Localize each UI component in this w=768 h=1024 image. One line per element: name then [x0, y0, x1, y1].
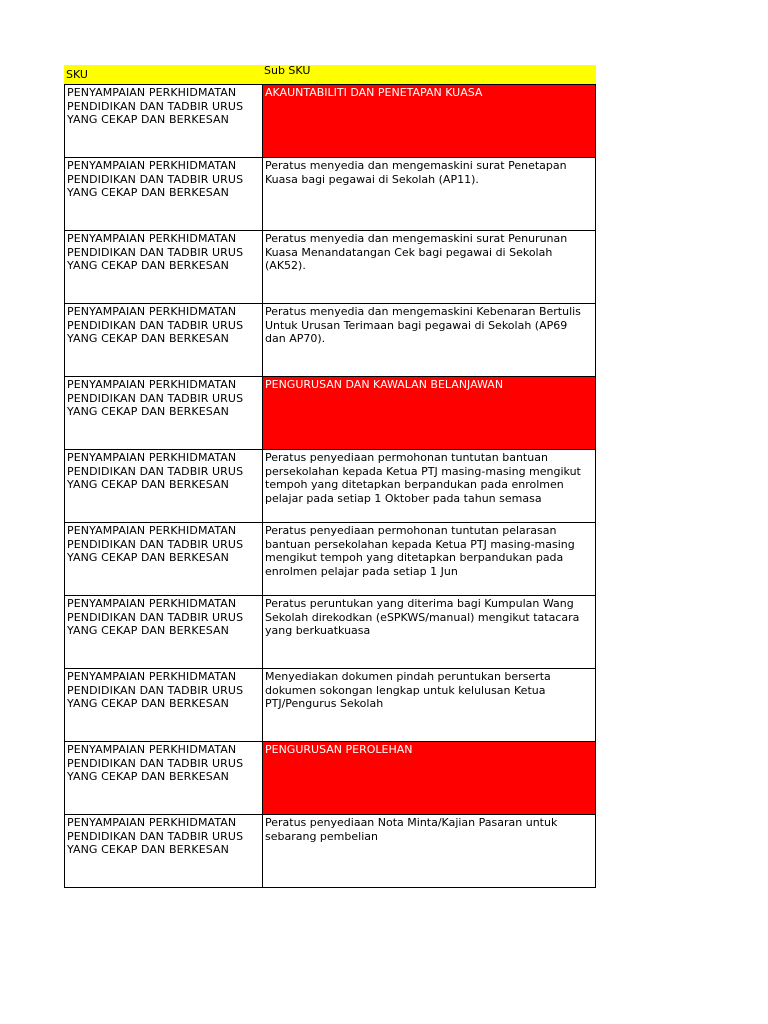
- sub-sku-cell[interactable]: Peratus penyediaan permohonan tuntutan bantuan persekolahan kepada Ketua PTJ masing-masing mengikut tempoh yang ditetapkan berpandukan pada enrolmen pelajar pada setiap 1 Oktober pada tahun semasa: [263, 450, 596, 522]
- sku-cell[interactable]: PENYAMPAIAN PERKHIDMATAN PENDIDIKAN DAN TADBIR URUS YANG CEKAP DAN BERKESAN: [65, 596, 263, 668]
- sku-cell[interactable]: PENYAMPAIAN PERKHIDMATAN PENDIDIKAN DAN TADBIR URUS YANG CEKAP DAN BERKESAN: [65, 669, 263, 741]
- sku-cell[interactable]: PENYAMPAIAN PERKHIDMATAN PENDIDIKAN DAN TADBIR URUS YANG CEKAP DAN BERKESAN: [65, 377, 263, 449]
- header-sub-sku[interactable]: Sub SKU: [264, 64, 311, 77]
- table-row: [65, 523, 596, 596]
- section-row: [65, 742, 596, 815]
- sub-sku-cell[interactable]: Peratus peruntukan yang diterima bagi Kumpulan Wang Sekolah direkodkan (eSPKWS/manual) mengikut tatacara yang berkuatkuasa: [263, 596, 596, 668]
- sku-cell[interactable]: PENYAMPAIAN PERKHIDMATAN PENDIDIKAN DAN TADBIR URUS YANG CEKAP DAN BERKESAN: [65, 815, 263, 887]
- sub-sku-cell[interactable]: Menyediakan dokumen pindah peruntukan berserta dokumen sokongan lengkap untuk kelulusan Ketua PTJ/Pengurus Sekolah: [263, 669, 596, 741]
- header-row: [64, 65, 596, 84]
- section-row: [65, 85, 596, 158]
- table-body: [64, 84, 596, 888]
- section-heading-cell[interactable]: AKAUNTABILITI DAN PENETAPAN KUASA: [263, 85, 596, 157]
- sub-sku-cell[interactable]: Peratus penyediaan Nota Minta/Kajian Pasaran untuk sebarang pembelian: [263, 815, 596, 887]
- section-row: [65, 377, 596, 450]
- sub-sku-cell[interactable]: Peratus penyediaan permohonan tuntutan pelarasan bantuan persekolahan kepada Ketua PTJ masing-masing mengikut tempoh yang ditetapkan berpandukan pada enrolmen pelajar pada setiap 1 Jun: [263, 523, 596, 595]
- section-heading-cell[interactable]: PENGURUSAN DAN KAWALAN BELANJAWAN: [263, 377, 596, 449]
- sub-sku-cell[interactable]: Peratus menyedia dan mengemaskini surat Penetapan Kuasa bagi pegawai di Sekolah (AP11).: [263, 158, 596, 230]
- sku-cell[interactable]: PENYAMPAIAN PERKHIDMATAN PENDIDIKAN DAN TADBIR URUS YANG CEKAP DAN BERKESAN: [65, 85, 263, 157]
- section-heading-cell[interactable]: PENGURUSAN PEROLEHAN: [263, 742, 596, 814]
- sku-cell[interactable]: PENYAMPAIAN PERKHIDMATAN PENDIDIKAN DAN TADBIR URUS YANG CEKAP DAN BERKESAN: [65, 742, 263, 814]
- sub-sku-cell[interactable]: Peratus menyedia dan mengemaskini surat Penurunan Kuasa Menandatangan Cek bagi pegawai di Sekolah (AK52).: [263, 231, 596, 303]
- table-row: [65, 815, 596, 888]
- table-row: [65, 596, 596, 669]
- sub-sku-cell[interactable]: Peratus menyedia dan mengemaskini Kebenaran Bertulis Untuk Urusan Terimaan bagi pegawai di Sekolah (AP69 dan AP70).: [263, 304, 596, 376]
- sku-cell[interactable]: PENYAMPAIAN PERKHIDMATAN PENDIDIKAN DAN TADBIR URUS YANG CEKAP DAN BERKESAN: [65, 304, 263, 376]
- table-row: [65, 450, 596, 523]
- sku-cell[interactable]: PENYAMPAIAN PERKHIDMATAN PENDIDIKAN DAN TADBIR URUS YANG CEKAP DAN BERKESAN: [65, 450, 263, 522]
- header-sku[interactable]: SKU: [66, 68, 88, 81]
- spreadsheet-table: [64, 65, 596, 888]
- sku-cell[interactable]: PENYAMPAIAN PERKHIDMATAN PENDIDIKAN DAN TADBIR URUS YANG CEKAP DAN BERKESAN: [65, 523, 263, 595]
- sku-cell[interactable]: PENYAMPAIAN PERKHIDMATAN PENDIDIKAN DAN TADBIR URUS YANG CEKAP DAN BERKESAN: [65, 231, 263, 303]
- table-row: [65, 669, 596, 742]
- sku-cell[interactable]: PENYAMPAIAN PERKHIDMATAN PENDIDIKAN DAN TADBIR URUS YANG CEKAP DAN BERKESAN: [65, 158, 263, 230]
- table-row: [65, 158, 596, 231]
- table-row: [65, 231, 596, 304]
- table-row: [65, 304, 596, 377]
